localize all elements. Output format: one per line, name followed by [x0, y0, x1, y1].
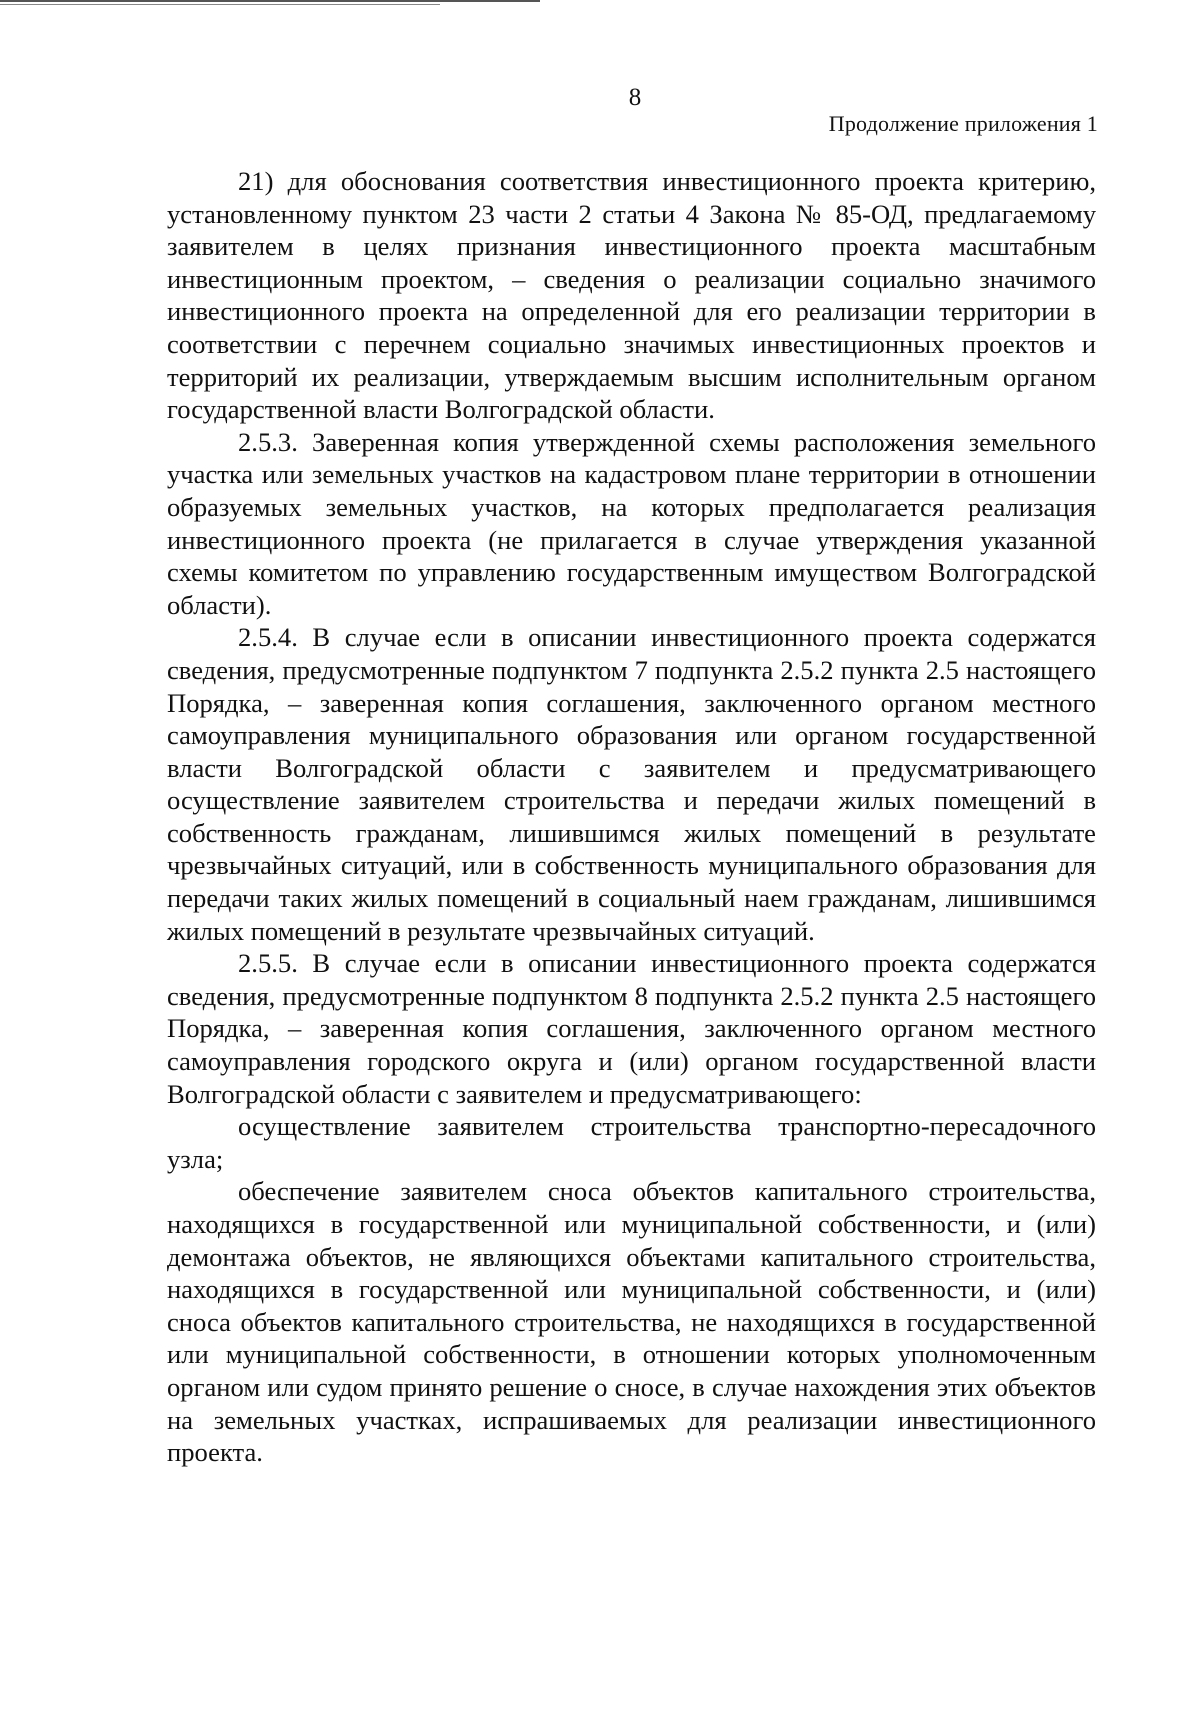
scan-edge-line — [0, 0, 540, 2]
page-number: 8 — [628, 84, 642, 111]
paragraph-2-5-3: 2.5.3. Заверенная копия утвержденной схемы расположения земельного участка или земельных участков на кадастровом плане территории в отношении образуемых земельных участков, на которых предполагается реализация инвестиционного проекта (не прилагается в случае утверждения указанной схемы комитетом по управлению государственным имуществом Волгоградской области). — [167, 426, 1096, 620]
scan-edge-line-secondary — [0, 4, 440, 5]
paragraph-2-5-5: 2.5.5. В случае если в описании инвестиционного проекта содержатся сведения, предусмотренные подпунктом 8 подпункта 2.5.2 пункта 2.5 настоящего Порядка, – заверенная копия соглашения, заключенного органом местного самоуправления городского округа и (или) органом государственной власти Волгоградской области с заявителем и предусматривающего: — [167, 948, 1096, 1109]
paragraph-2-5-4: 2.5.4. В случае если в описании инвестиционного проекта содержатся сведения, предусмотренные подпунктом 7 подпункта 2.5.2 пункта 2.5 настоящего Порядка, – заверенная копия соглашения, заключенного органом местного самоуправления муниципального образования или органом государственной власти Волгоградской области с заявителем и предусматривающего осуществление заявителем строительства и передачи жилых помещений в собственность гражданам, лишившимся жилых помещений в результате чрезвычайных ситуаций, или в собственность муниципального образования для передачи таких жилых помещений в социальный наем гражданам, лишившимся жилых помещений в результате чрезвычайных ситуаций. — [167, 622, 1096, 946]
paragraph-transport-hub: осуществление заявителем строительства транспортно-пересадочного узла; — [167, 1111, 1096, 1174]
paragraph-demolition: обеспечение заявителем сноса объектов капитального строительства, находящихся в государственной или муниципальной собственности, и (или) демонтажа объектов, не являющихся объектами капитального строительства, находящихся в государственной или муниципальной собственности, и (или) сноса объектов капитального строительства, не находящихся в государственной или муниципальной собственности, в отношении которых уполномоченным органом или судом принято решение о сносе, в случае нахождения этих объектов на земельных участках, испрашиваемых для реализации инвестиционного проекта. — [167, 1176, 1096, 1468]
paragraph-item-21: 21) для обоснования соответствия инвестиционного проекта критерию, установленному пунктом 23 части 2 статьи 4 Закона № 85-ОД, предлагаемому заявителем в целях признания инвестиционного проекта масштабным инвестиционным проектом, – сведения о реализации социально значимого инвестиционного проекта на определенной для его реализации территории в соответствии с перечнем социально значимых инвестиционных проектов и территорий их реализации, утверждаемым высшим исполнительным органом государственной власти Волгоградской области. — [167, 166, 1096, 425]
document-body — [167, 165, 1096, 1469]
running-head: Продолжение приложения 1 — [828, 111, 1098, 136]
